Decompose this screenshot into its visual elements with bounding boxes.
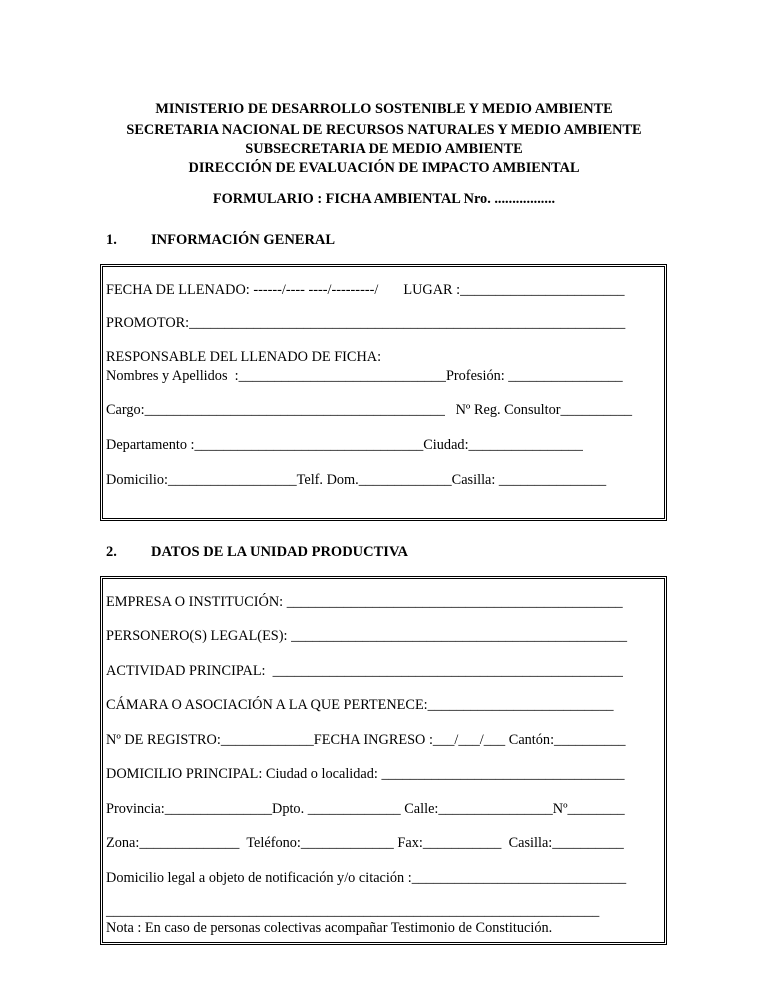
- zona-telefono-fax-field[interactable]: Zona:______________ Teléfono:_____________ Fax:___________ Casilla:__________: [106, 835, 624, 851]
- responsable-label: RESPONSABLE DEL LLENADO DE FICHA:: [106, 349, 382, 365]
- domicilio-legal-field[interactable]: Domicilio legal a objeto de notificación y/o citación :______________________________: [106, 870, 627, 886]
- actividad-field[interactable]: ACTIVIDAD PRINCIPAL: _________________________________________________: [106, 663, 623, 679]
- domicilio-legal-continuation[interactable]: _____________________________________________________________________: [106, 903, 600, 919]
- personero-field[interactable]: PERSONERO(S) LEGAL(ES): _______________________________________________: [106, 628, 628, 644]
- domicilio-principal-field[interactable]: DOMICILIO PRINCIPAL: Ciudad o localidad: __________________________________: [106, 766, 625, 782]
- nombres-profesion-field[interactable]: Nombres y Apellidos :_____________________________Profesión: ________________: [106, 368, 623, 384]
- provincia-dpto-calle-field[interactable]: Provincia:_______________Dpto. _____________ Calle:________________Nº________: [106, 801, 625, 817]
- ministry-title: MINISTERIO DE DESARROLLO SOSTENIBLE Y MEDIO AMBIENTE: [155, 101, 613, 117]
- cargo-consultor-field[interactable]: Cargo:__________________________________________ Nº Reg. Consultor__________: [106, 402, 633, 418]
- section1-title: INFORMACIÓN GENERAL: [151, 232, 336, 248]
- section2-number: 2.: [106, 544, 117, 560]
- domicilio-telf-casilla-field[interactable]: Domicilio:__________________Telf. Dom._____________Casilla: _______________: [106, 472, 607, 488]
- promotor-field[interactable]: PROMOTOR:_____________________________________________________________: [106, 315, 626, 331]
- registro-fecha-canton-field[interactable]: Nº DE REGISTRO:_____________FECHA INGRESO :___/___/___ Cantón:__________: [106, 732, 626, 748]
- nota-text: Nota : En caso de personas colectivas acompañar Testimonio de Constitución.: [106, 920, 553, 936]
- departamento-ciudad-field[interactable]: Departamento :________________________________Ciudad:________________: [106, 437, 583, 453]
- camara-field[interactable]: CÁMARA O ASOCIACIÓN A LA QUE PERTENECE:__________________________: [106, 697, 614, 713]
- form-title: FORMULARIO : FICHA AMBIENTAL Nro. .................: [212, 191, 556, 207]
- section1-number: 1.: [106, 232, 117, 248]
- empresa-field[interactable]: EMPRESA O INSTITUCIÓN: _______________________________________________: [106, 594, 623, 610]
- directorate-title: DIRECCIÓN DE EVALUACIÓN DE IMPACTO AMBIENTAL: [188, 160, 580, 176]
- section2-title: DATOS DE LA UNIDAD PRODUCTIVA: [151, 544, 409, 560]
- fecha-lugar-field[interactable]: FECHA DE LLENADO: ------/---- ----/---------/ LUGAR :_______________________: [106, 282, 625, 298]
- subsecretariat-title: SUBSECRETARIA DE MEDIO AMBIENTE: [245, 141, 523, 157]
- secretariat-title: SECRETARIA NACIONAL DE RECURSOS NATURALES Y MEDIO AMBIENTE: [126, 122, 642, 138]
